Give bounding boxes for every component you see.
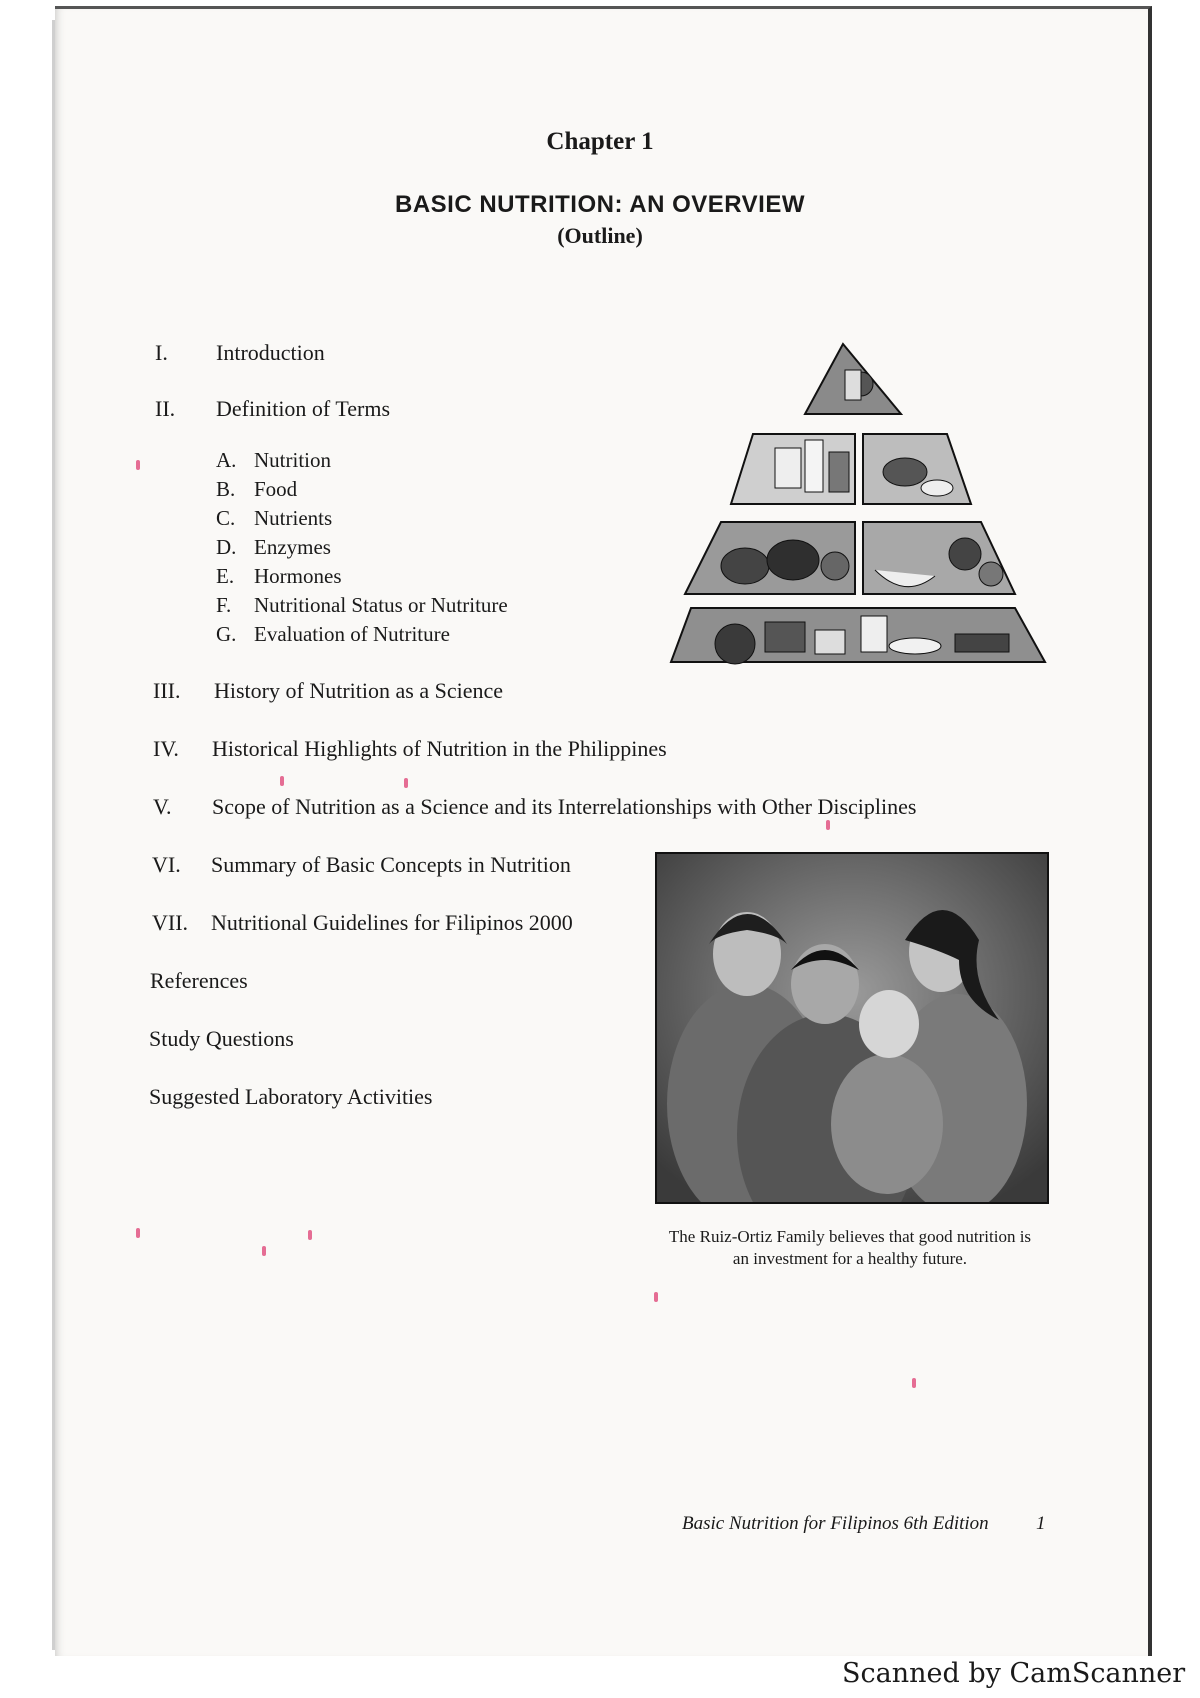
outline-subtitle: (Outline) [557, 223, 643, 248]
subitem-nutritional-status [216, 593, 508, 618]
subitem-nutrients [216, 506, 332, 531]
subitem-text: Enzymes [254, 535, 331, 559]
subitem-letter: D. [216, 535, 237, 559]
outline-number: II. [155, 396, 176, 421]
subitem-letter: A. [216, 448, 237, 472]
subitem-enzymes [216, 535, 331, 560]
outline-item-scope: Scope of Nutrition as a Science and its Interrelationships with Other Disciplines [212, 794, 917, 819]
outline-references: References [150, 968, 248, 993]
scan-mark [404, 778, 408, 788]
subitem-text: Food [254, 477, 298, 501]
chapter-heading: Chapter 1 [546, 128, 654, 155]
chapter-title: BASIC NUTRITION: AN OVERVIEW [394, 191, 805, 218]
caption-line-2: an investment for a healthy future. [732, 1249, 968, 1268]
subitem-letter: C. [216, 506, 236, 530]
outline-item-historical-highlights: Historical Highlights of Nutrition in the Philippines [212, 736, 667, 761]
outline-item-summary: Summary of Basic Concepts in Nutrition [211, 852, 571, 877]
outline-item-definition-of-terms: Definition of Terms [216, 396, 391, 421]
subitem-letter: B. [216, 477, 236, 501]
family-figures [667, 910, 1027, 1202]
outline-item-history: History of Nutrition as a Science [214, 678, 503, 703]
subitem-evaluation-of-nutriture [216, 622, 450, 647]
subitem-text: Nutrition [254, 448, 331, 472]
subitem-food [216, 477, 297, 502]
subitem-letter: E. [216, 564, 235, 588]
subitem-hormones [216, 564, 342, 589]
scan-mark [136, 460, 140, 470]
scan-mark [912, 1378, 916, 1388]
scan-mark [308, 1230, 312, 1240]
outline-number: V. [153, 794, 172, 819]
subitem-letter: F. [216, 593, 232, 617]
scan-mark [826, 820, 830, 830]
subitem-nutrition [216, 448, 331, 473]
camscanner-watermark: Scanned by CamScanner [842, 1658, 1186, 1689]
photo-caption [640, 1226, 1060, 1270]
outline-study-questions: Study Questions [149, 1026, 294, 1051]
outline-item-guidelines: Nutritional Guidelines for Filipinos 2000 [211, 910, 573, 935]
family-photo [655, 852, 1049, 1204]
subitem-text: Evaluation of Nutriture [254, 622, 450, 646]
caption-line-1: The Ruiz-Ortiz Family believes that good nutrition is [668, 1227, 1032, 1246]
outline-number: I. [155, 340, 168, 365]
scan-mark [136, 1228, 140, 1238]
scanned-page [55, 6, 1152, 1656]
subitem-text: Hormones [254, 564, 342, 588]
outline-lab-activities: Suggested Laboratory Activities [149, 1084, 433, 1109]
outline-number: IV. [153, 736, 179, 761]
scan-mark [654, 1292, 658, 1302]
outline-number: VI. [152, 852, 181, 877]
food-pyramid-illustration [665, 340, 1055, 670]
subitem-text: Nutrients [254, 506, 333, 530]
scan-mark [262, 1246, 266, 1256]
outline-number: III. [153, 678, 181, 703]
page-number: 1 [1036, 1513, 1046, 1534]
outline-number: VII. [152, 910, 189, 935]
subitem-letter: G. [216, 622, 237, 646]
book-footer: Basic Nutrition for Filipinos 6th Edition [682, 1513, 989, 1534]
subitem-text: Nutritional Status or Nutriture [254, 593, 508, 617]
outline-item-introduction: Introduction [216, 340, 325, 365]
scan-mark [280, 776, 284, 786]
